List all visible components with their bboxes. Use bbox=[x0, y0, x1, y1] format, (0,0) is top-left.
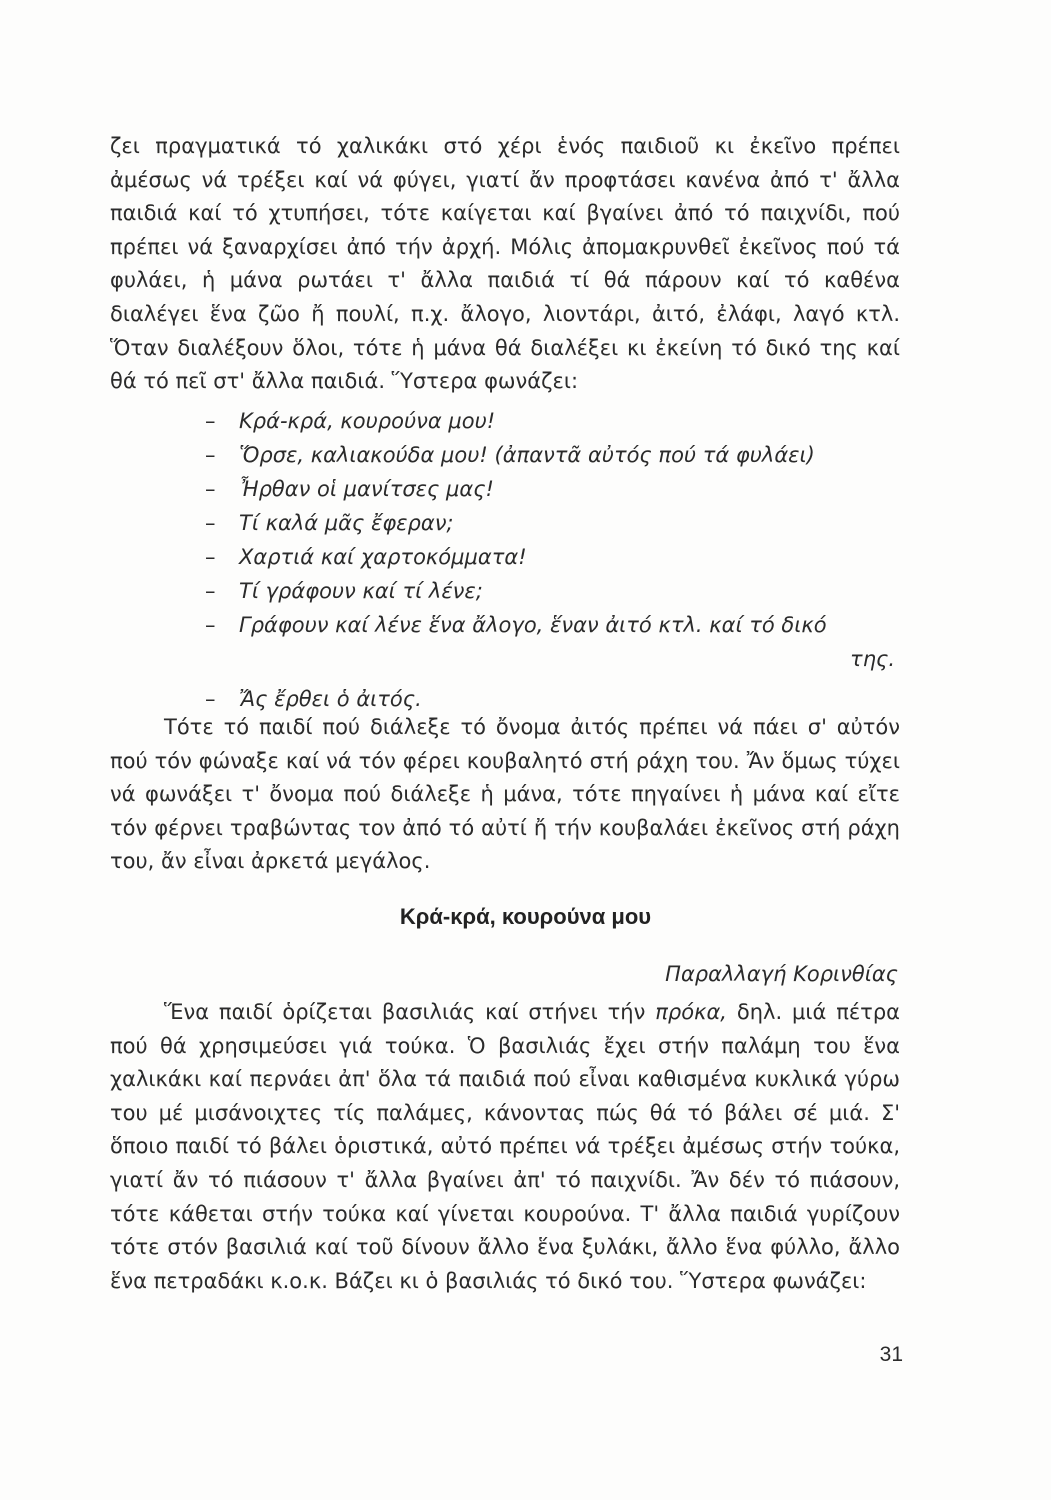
dialogue-dash: – bbox=[205, 409, 216, 433]
dialogue-continuation: της. bbox=[850, 647, 895, 671]
dialogue-dash: – bbox=[205, 579, 216, 603]
dialogue-text: Ὅρσε, καλιακούδα μου! bbox=[239, 443, 488, 467]
dialogue-dash: – bbox=[205, 687, 216, 711]
paragraph-text: ζει πραγματικά τό χαλικάκι στό χέρι ἑνός παιδιοῦ κι ἐκεῖνο πρέπει ἀμέσως νά τρέξει καί νά φύγει, γιατί ἄν προφτάσει κανένα ἀπό τ' ἄλλα παιδιά καί τό χτυπήσει, τότε καίγεται καί βγαίνει ἀπό τό παιχνίδι, πού πρέπει νά ξαναρχίσει ἀπό τήν ἀρχή. Μόλις ἀπομακρυνθεῖ ἐκεῖνος πού τά φυλάει, ἡ μάνα ρωτάει τ' ἄλλα παιδιά τί θά πάρουν καί τό καθένα διαλέγει ἕνα ζῶο ἤ πουλί, π.χ. ἄλογο, λιοντάρι, ἀιτό, ἐλάφι, λαγό κτλ. Ὅταν διαλέξουν ὅλοι, τότε ἡ μάνα θά διαλέξει κι ἐκείνη τό δικό της καί θά τό πεῖ στ' ἄλλα παιδιά. Ὕστερα φωνάζει: bbox=[110, 134, 900, 394]
dialogue-line bbox=[205, 574, 895, 608]
dialogue-line bbox=[205, 608, 895, 642]
paragraph-start: Ἕνα παιδί ὁρίζεται βασιλιάς καί στήνει τήν bbox=[164, 1000, 646, 1024]
dialogue-text: Ἦρθαν οἱ μανίτσες μας! bbox=[239, 477, 494, 501]
dialogue-line bbox=[205, 472, 895, 506]
page-number: 31 bbox=[879, 1343, 903, 1366]
dialogue-text: Χαρτιά καί χαρτοκόμματα! bbox=[239, 545, 527, 569]
paragraph-continued bbox=[110, 130, 900, 399]
dialogue-block bbox=[205, 404, 895, 716]
paragraph-text bbox=[110, 996, 900, 1298]
dialogue-line bbox=[205, 438, 895, 472]
paragraph-rest: δηλ. μιά πέτρα πού θά χρησιμεύσει γιά τούκα. Ὁ βασιλιάς ἔχει στήν παλάμη του ἕνα χαλικάκι καί περνάει ἀπ' ὅλα τά παιδιά πού εἶναι καθισμένα κυκλικά γύρω του μέ μισάνοιχτες τίς παλάμες, κάνοντας πώς θά τό βάλει σέ μιά. Σ' ὅποιο παιδί τό βάλει ὁριστικά, αὐτό πρέπει νά τρέξει ἀμέσως στήν τούκα, γιατί ἄν τό πιάσουν τ' ἄλλα βγαίνει ἀπ' τό παιχνίδι. Ἄν δέν τό πιάσουν, τότε κάθεται στήν τούκα καί γίνεται κουρούνα. Τ' ἄλλα παιδιά γυρίζουν τότε στόν βασιλιά καί τοῦ δίνουν ἄλλο ἕνα ξυλάκι, ἄλλο ἕνα φύλλο, ἄλλο ἕνα πετραδάκι κ.ο.κ. Βάζει κι ὁ βασιλιάς τό δικό του. Ὕστερα φωνάζει: bbox=[110, 1000, 900, 1293]
variant-label: Παραλλαγή Κορινθίας bbox=[665, 962, 898, 986]
paragraph-text: Τότε τό παιδί πού διάλεξε τό ὄνομα ἀιτός πρέπει νά πάει σ' αὐτόν πού τόν φώναξε καί νά τόν φέρει κουβαλητό στή ράχη του. Ἄν ὅμως τύχει νά φωνάξει τ' ὄνομα πού διάλεξε ἡ μάνα, τότε πηγαίνει ἡ μάνα καί εἴτε τόν φέρνει τραβώντας τον ἀπό τό αὐτί ἤ τήν κουβαλάει ἐκεῖνος στή ράχη του, ἄν εἶναι ἀρκετά μεγάλος. bbox=[110, 715, 900, 874]
dialogue-text: Ἄς ἔρθει ὁ ἀιτός. bbox=[239, 687, 422, 711]
dialogue-text: Γράφουν καί λένε ἕνα ἄλογο, ἕναν ἀιτό κτλ. καί τό δικό bbox=[239, 613, 827, 637]
paragraph bbox=[110, 711, 900, 879]
dialogue-line bbox=[205, 404, 895, 438]
dialogue-text: Τί γράφουν καί τί λένε; bbox=[239, 579, 483, 603]
section-heading: Κρά-κρά, κουρούνα μου bbox=[399, 904, 652, 929]
dialogue-dash: – bbox=[205, 511, 216, 535]
dialogue-text-with-note bbox=[239, 438, 895, 472]
dialogue-dash: – bbox=[205, 545, 216, 569]
dialogue-dash: – bbox=[205, 477, 216, 501]
italic-term: πρόκα, bbox=[655, 1000, 727, 1024]
dialogue-text: Κρά-κρά, κουρούνα μου! bbox=[239, 409, 496, 433]
stage-note: (ἀπαντᾶ αὐτός πού τά φυλάει) bbox=[494, 443, 815, 467]
dialogue-line bbox=[205, 506, 895, 540]
dialogue-dash: – bbox=[205, 613, 216, 637]
dialogue-line bbox=[205, 540, 895, 574]
dialogue-dash: – bbox=[205, 443, 216, 467]
paragraph bbox=[110, 996, 900, 1298]
dialogue-text: Τί καλά μᾶς ἔφεραν; bbox=[239, 511, 454, 535]
